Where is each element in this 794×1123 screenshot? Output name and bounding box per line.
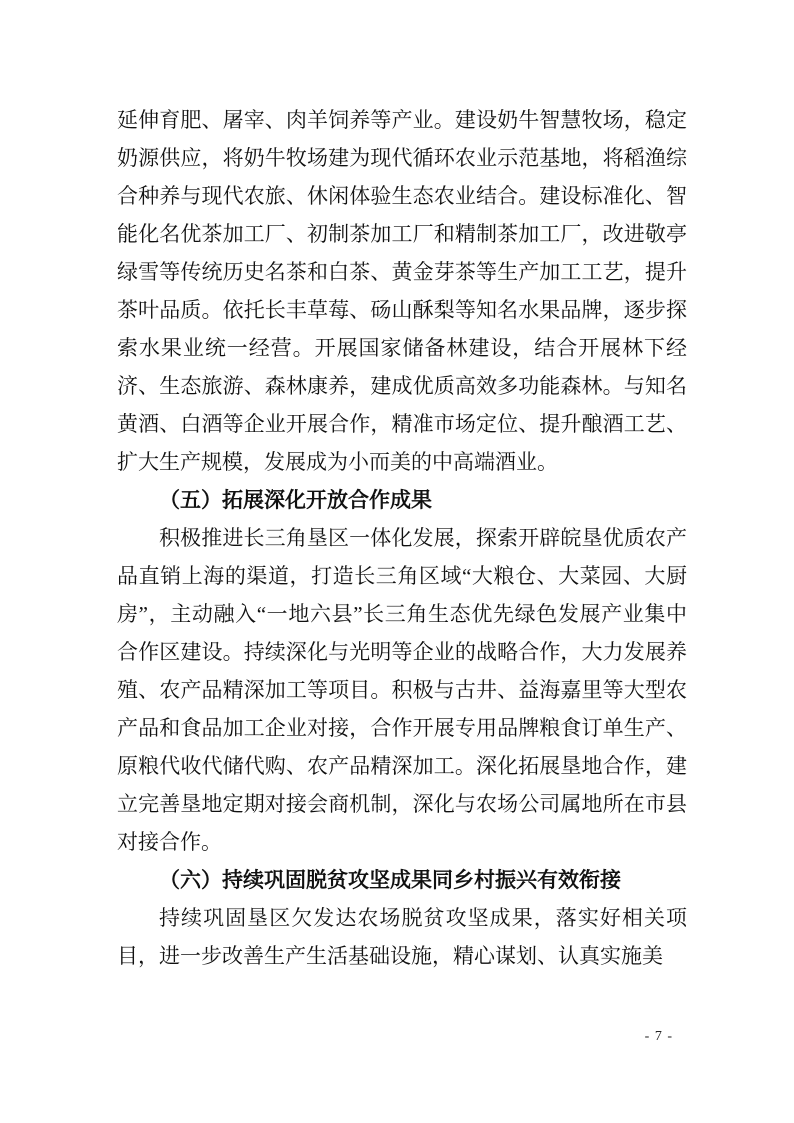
document-body bbox=[117, 101, 687, 975]
page-number: - 7 - bbox=[644, 1029, 673, 1044]
paragraph-continued: 延伸育肥、屠宰、肉羊饲养等产业。建设奶牛智慧牧场，稳定奶源供应，将奶牛牧场建为现代循环农业示范基地，将稻渔综合种养与现代农旅、休闲体验生态农业结合。建设标准化、智能化名优茶加工厂、初制茶加工厂和精制茶加工厂，改进敬亭绿雪等传统历史名茶和白茶、黄金芽茶等生产加工工艺，提升茶叶品质。依托长丰草莓、砀山酥梨等知名水果品牌，逐步探索水果业统一经营。开展国家储备林建设，结合开展林下经济、生态旅游、森林康养，建成优质高效多功能森林。与知名黄酒、白酒等企业开展合作，精准市场定位、提升酿酒工艺、扩大生产规模，发展成为小而美的中高端酒业。 bbox=[117, 108, 687, 474]
section-heading-6: （六）持续巩固脱贫攻坚成果同乡村振兴有效衔接 bbox=[159, 868, 621, 892]
section-heading-5: （五）拓展深化开放合作成果 bbox=[159, 488, 432, 512]
paragraph: 持续巩固垦区欠发达农场脱贫攻坚成果，落实好相关项目，进一步改善生产生活基础设施，精心谋划、认真实施美 bbox=[117, 906, 687, 968]
paragraph: 积极推进长三角垦区一体化发展，探索开辟皖垦优质农产品直销上海的渠道，打造长三角区域“大粮仓、大菜园、大厨房”，主动融入“一地六县”长三角生态优先绿色发展产业集中合作区建设。持续深化与光明等企业的战略合作，大力发展养殖、农产品精深加工等项目。积极与古井、益海嘉里等大型农产品和食品加工企业对接，合作开展专用品牌粮食订单生产、原粮代收代储代购、农产品精深加工。深化拓展垦地合作，建立完善垦地定期对接会商机制，深化与农场公司属地所在市县对接合作。 bbox=[117, 526, 687, 854]
